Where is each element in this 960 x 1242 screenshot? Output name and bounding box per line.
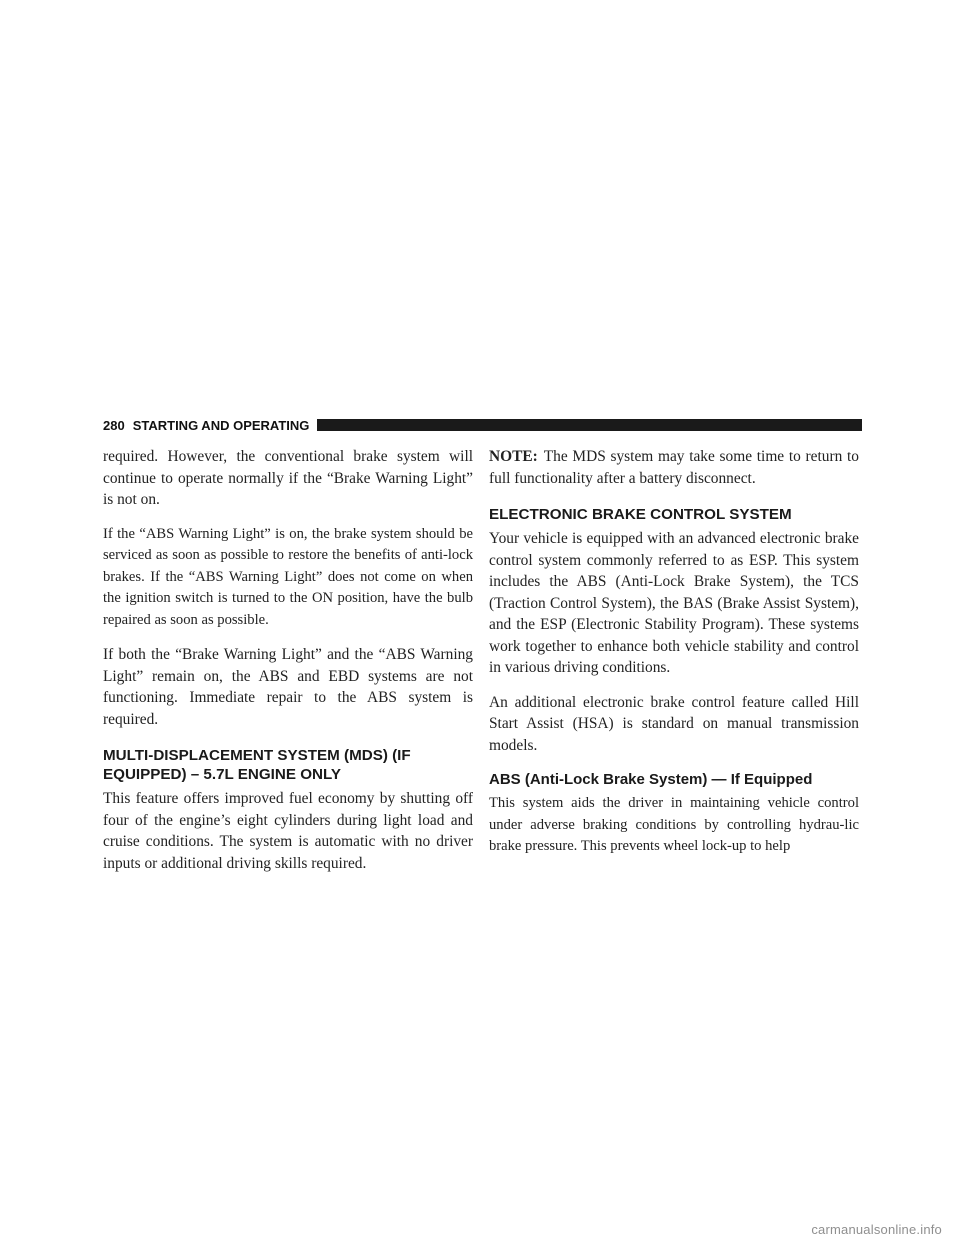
paragraph-abs-warning: If the “ABS Warning Light” is on, the brake system should be serviced as soon as possible to restore the benefits of anti-lock brakes. If the “ABS Warning Light” does not come on when the ignition switch is turned to the ON position, have the bulb repaired as soon as possible. bbox=[103, 525, 473, 628]
note-paragraph bbox=[489, 446, 859, 489]
heading-electronic-brake-control: ELECTRONIC BRAKE CONTROL SYSTEM bbox=[489, 506, 792, 523]
heading-mds: MULTI-DISPLACEMENT SYSTEM (MDS) (IF EQUIPPED) – 5.7L ENGINE ONLY bbox=[103, 747, 411, 783]
header-rule bbox=[317, 419, 862, 431]
paragraph-ebc: Your vehicle is equipped with an advanced electronic brake control system commonly referred to as ESP. This system includes the ABS (Anti-Lock Brake System), the TCS (Traction Control System), the BAS (Brake Assist System), and the ESP (Electronic Stability Program). These systems work together to enhance both vehicle stability and control in various driving conditions. bbox=[489, 530, 859, 676]
page-number: 280 bbox=[103, 417, 125, 433]
left-column bbox=[103, 446, 473, 887]
page-header bbox=[103, 415, 862, 435]
note-text: The MDS system may take some time to return to full functionality after a battery disconnect. bbox=[489, 448, 859, 487]
paragraph-hsa: An additional electronic brake control feature called Hill Start Assist (HSA) is standard on manual transmission models. bbox=[489, 693, 859, 754]
paragraph-both-lights: If both the “Brake Warning Light” and the “ABS Warning Light” remain on, the ABS and EBD systems are not functioning. Immediate repair to the ABS system is required. bbox=[103, 646, 473, 728]
note-label: NOTE: bbox=[489, 448, 538, 465]
paragraph-brake-warning: required. However, the conventional brake system will continue to operate normally if the “Brake Warning Light” is not on. bbox=[103, 448, 473, 508]
section-title: STARTING AND OPERATING bbox=[132, 417, 310, 433]
heading-abs: ABS (Anti-Lock Brake System) — If Equipped bbox=[489, 771, 813, 788]
right-column bbox=[489, 446, 859, 871]
paragraph-mds: This feature offers improved fuel economy by shutting off four of the engine’s eight cylinders during light load and cruise conditions. The system is automatic with no driver inputs or additional driving skills required. bbox=[103, 790, 473, 872]
paragraph-abs: This system aids the driver in maintaining vehicle control under adverse braking conditions by controlling hydrau-lic brake pressure. This prevents wheel lock-up to help bbox=[489, 795, 859, 854]
site-watermark: carmanualsonline.info bbox=[811, 1222, 942, 1237]
